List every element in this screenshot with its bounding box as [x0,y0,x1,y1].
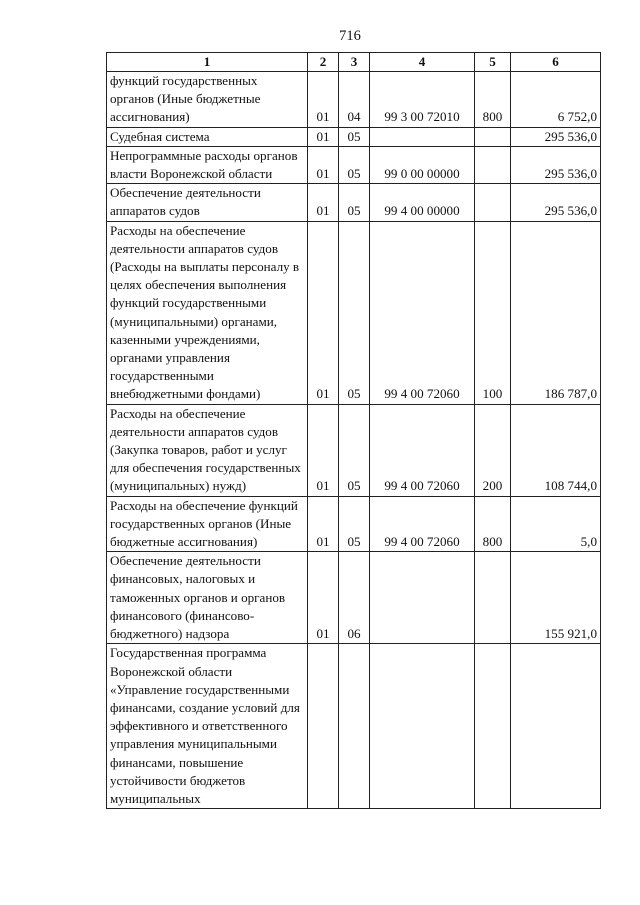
row-expense-type: 100 [475,221,511,404]
row-subsection [339,644,370,809]
row-expense-type [475,127,511,146]
row-subsection: 05 [339,127,370,146]
row-section: 01 [308,552,339,644]
row-amount: 5,0 [511,496,601,552]
budget-table [106,52,601,809]
row-expense-type [475,644,511,809]
col-header-4: 4 [370,53,475,72]
row-description: Непрограммные расходы органов власти Воронежской области [107,146,308,183]
row-description: Государственная программа Воронежской области «Управление государственными финансами, создание условий для эффективного и ответственного управления муниципальными финансами, повышение устойчивости бюджетов муниципальных [107,644,308,809]
row-description: Расходы на обеспечение деятельности аппаратов судов (Расходы на выплаты персоналу в целях обеспечения выполнения функций государственными (муниципальными) органами, казенными учреждениями, органами управления государственными внебюджетными фондами) [107,221,308,404]
row-target-code: 99 4 00 00000 [370,184,475,221]
row-expense-type [475,184,511,221]
row-section: 01 [308,146,339,183]
row-expense-type: 200 [475,404,511,496]
row-section: 01 [308,496,339,552]
row-amount: 155 921,0 [511,552,601,644]
row-target-code: 99 4 00 72060 [370,496,475,552]
row-amount [511,644,601,809]
row-section: 01 [308,127,339,146]
row-description: Обеспечение деятельности финансовых, налоговых и таможенных органов и органов финансового (финансово-бюджетного) надзора [107,552,308,644]
row-section: 01 [308,221,339,404]
col-header-3: 3 [339,53,370,72]
row-amount: 6 752,0 [511,72,601,128]
row-amount: 186 787,0 [511,221,601,404]
row-section: 01 [308,184,339,221]
table-row [107,404,601,496]
row-expense-type: 800 [475,72,511,128]
table-row [107,127,601,146]
row-description: функций государственных органов (Иные бюджетные ассигнования) [107,72,308,128]
row-section: 01 [308,404,339,496]
row-target-code [370,552,475,644]
table-row [107,496,601,552]
row-description: Обеспечение деятельности аппаратов судов [107,184,308,221]
row-subsection: 04 [339,72,370,128]
row-amount: 108 744,0 [511,404,601,496]
row-target-code: 99 0 00 00000 [370,146,475,183]
row-subsection: 05 [339,221,370,404]
col-header-6: 6 [511,53,601,72]
row-subsection: 06 [339,552,370,644]
row-amount: 295 536,0 [511,146,601,183]
row-target-code: 99 4 00 72060 [370,404,475,496]
row-description: Расходы на обеспечение функций государственных органов (Иные бюджетные ассигнования) [107,496,308,552]
row-description: Расходы на обеспечение деятельности аппаратов судов (Закупка товаров, работ и услуг для обеспечения государственных (муниципальных) нужд) [107,404,308,496]
row-expense-type [475,552,511,644]
header-row [107,53,601,72]
table-row [107,146,601,183]
row-expense-type [475,146,511,183]
row-amount: 295 536,0 [511,127,601,146]
row-target-code: 99 3 00 72010 [370,72,475,128]
row-target-code: 99 4 00 72060 [370,221,475,404]
table-row [107,72,601,128]
row-expense-type: 800 [475,496,511,552]
table-row [107,552,601,644]
table-row [107,644,601,809]
row-subsection: 05 [339,496,370,552]
col-header-2: 2 [308,53,339,72]
col-header-5: 5 [475,53,511,72]
row-target-code [370,644,475,809]
row-section [308,644,339,809]
row-subsection: 05 [339,404,370,496]
row-amount: 295 536,0 [511,184,601,221]
col-header-1: 1 [107,53,308,72]
row-target-code [370,127,475,146]
row-subsection: 05 [339,184,370,221]
row-subsection: 05 [339,146,370,183]
table-row [107,184,601,221]
row-description: Судебная система [107,127,308,146]
table-row [107,221,601,404]
page-number: 716 [339,28,361,44]
row-section: 01 [308,72,339,128]
